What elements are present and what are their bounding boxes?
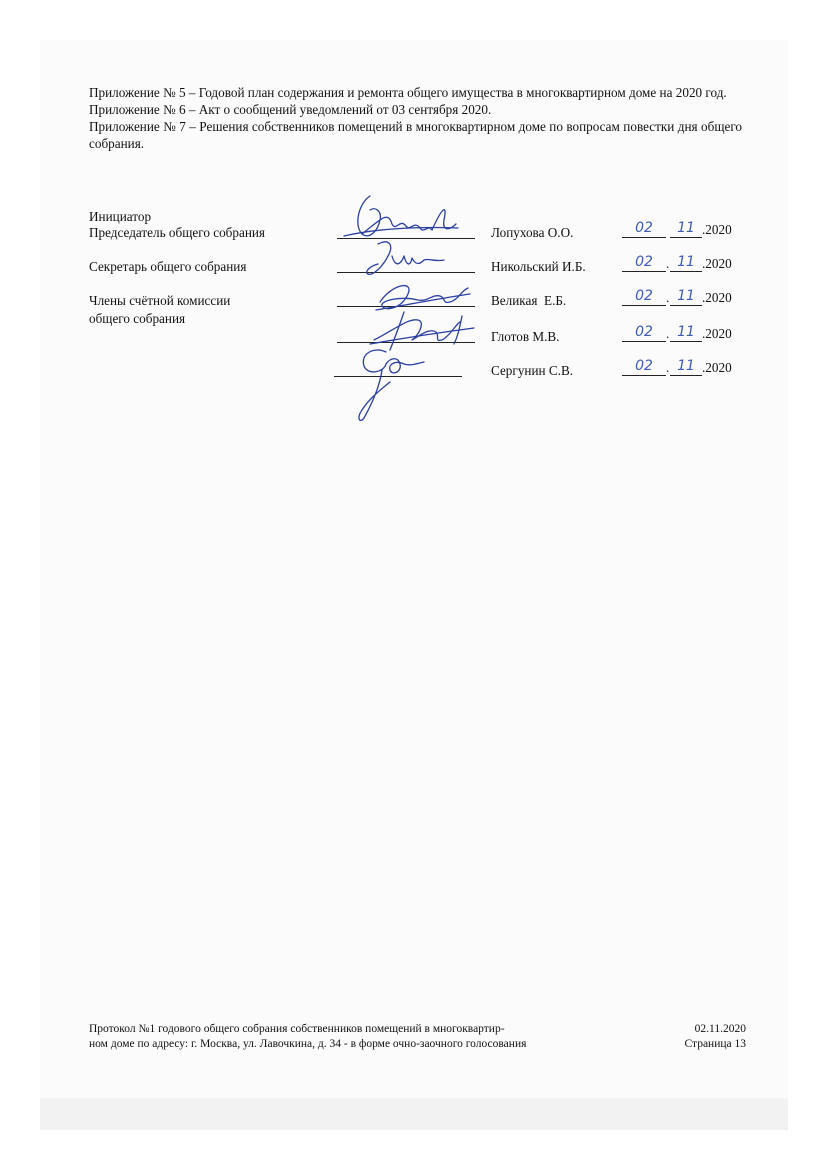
date-day: 02 [622,323,666,342]
secretary-label: Секретарь общего собрания [89,259,247,274]
date-month: 11 [670,253,702,272]
date-separator: . [666,290,670,305]
signature-date [620,324,740,344]
signature-date [620,220,740,240]
date-month: 11 [670,287,702,306]
signer-name: Великая Е.Б. [491,293,567,308]
commission-label-1: Члены счётной комиссии [89,293,231,308]
footer-date: 02.11.2020 [694,1023,746,1035]
appendix-item-7: Приложение № 7 – Решения собственников помещений в многоквартирном доме по вопросам повестки дня общего собрания. [89,119,742,151]
date-year: .2020 [702,290,732,305]
date-day: 02 [622,287,666,306]
page-bottom-band [40,1098,788,1130]
page-number: Страница 13 [684,1038,746,1050]
date-day: 02 [622,219,666,238]
date-separator: . [666,360,670,375]
footer-line: ном доме по адресу: г. Москва, ул. Лавочкина, д. 34 - в форме очно-заочного голосования [89,1038,527,1050]
date-month: 11 [670,323,702,342]
signer-name: Сергунин С.В. [491,363,574,378]
footer-line: Протокол №1 годового общего собрания собственников помещений в многоквартир- [89,1023,505,1035]
signer-name: Глотов М.В. [491,329,560,344]
document-footer-meta [685,1022,746,1052]
date-day: 02 [622,357,666,376]
date-day: 02 [622,253,666,272]
signer-name: Никольский И.Б. [491,259,586,274]
signature-date [620,288,740,308]
signature-date [620,254,740,274]
appendix-item-6: Приложение № 6 – Акт о сообщений уведомлений от 03 сентября 2020. [89,102,492,117]
appendix-item-5: Приложение № 5 – Годовой план содержания и ремонта общего имущества в многоквартирном доме на 2020 год. [89,85,727,100]
date-separator: . [666,326,670,341]
date-month: 11 [670,357,702,376]
signature-date [620,358,740,378]
date-year: .2020 [702,222,732,237]
date-year: .2020 [702,256,732,271]
date-separator: . [666,256,670,271]
document-page [40,40,788,1130]
date-month: 11 [670,219,702,238]
appendix-list [89,84,742,152]
signature-commission-3 [346,340,432,426]
date-year: .2020 [702,326,732,341]
document-footer-title [89,1022,589,1052]
date-year: .2020 [702,360,732,375]
commission-label-2: общего собрания [89,311,186,326]
signer-name: Лопухова О.О. [491,225,574,240]
chair-label: Председатель общего собрания [89,225,265,240]
initiator-label: Инициатор [89,209,152,224]
